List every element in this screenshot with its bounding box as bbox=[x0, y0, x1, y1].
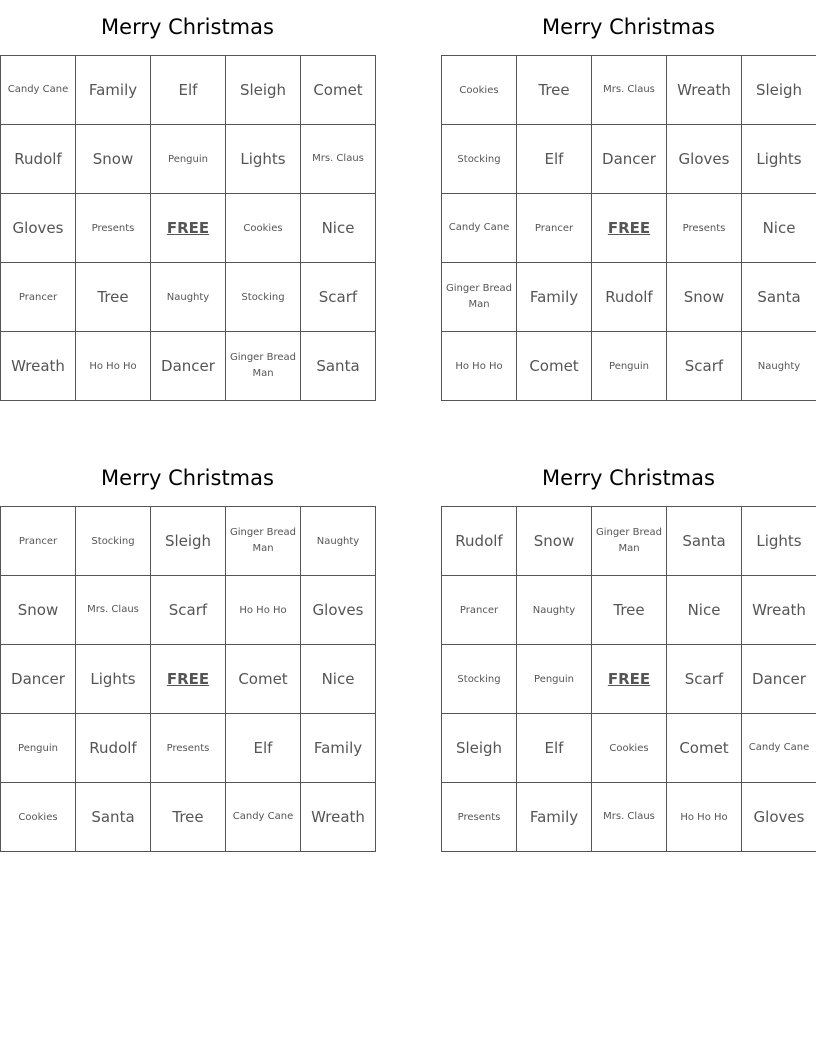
bingo-cell: Lights bbox=[742, 125, 816, 194]
bingo-cell: Sleigh bbox=[226, 56, 301, 125]
bingo-cell: Dancer bbox=[1, 645, 76, 714]
bingo-cell: Sleigh bbox=[442, 714, 517, 783]
bingo-cell: Gloves bbox=[667, 125, 742, 194]
bingo-cell: Dancer bbox=[742, 645, 816, 714]
bingo-cell: Ginger Bread Man bbox=[592, 507, 667, 576]
card-title: Merry Christmas bbox=[542, 15, 715, 39]
bingo-cell: Santa bbox=[742, 263, 816, 332]
bingo-cell: Snow bbox=[1, 576, 76, 645]
grid-row bbox=[442, 56, 816, 125]
bingo-card-3 bbox=[0, 451, 375, 852]
grid-row bbox=[442, 576, 816, 645]
grid-row bbox=[1, 332, 376, 401]
bingo-cell: Stocking bbox=[76, 507, 151, 576]
bingo-cell: Nice bbox=[742, 194, 816, 263]
bingo-cell: Lights bbox=[76, 645, 151, 714]
grid-row bbox=[1, 263, 376, 332]
bingo-cell: Naughty bbox=[742, 332, 816, 401]
grid-row bbox=[1, 714, 376, 783]
bingo-cell: Ginger Bread Man bbox=[442, 263, 517, 332]
card-title: Merry Christmas bbox=[101, 466, 274, 490]
grid-row bbox=[442, 783, 816, 852]
bingo-cell: Penguin bbox=[1, 714, 76, 783]
bingo-cell: Naughty bbox=[517, 576, 592, 645]
bingo-cell: Ho Ho Ho bbox=[226, 576, 301, 645]
bingo-cell: Tree bbox=[517, 56, 592, 125]
bingo-card-1 bbox=[0, 0, 375, 401]
bingo-cell: Santa bbox=[301, 332, 376, 401]
free-space-cell: FREE bbox=[151, 645, 226, 714]
bingo-cell: Wreath bbox=[742, 576, 816, 645]
bingo-grid bbox=[441, 506, 816, 852]
bingo-cell: Comet bbox=[226, 645, 301, 714]
bingo-cell: Scarf bbox=[301, 263, 376, 332]
bingo-cell: Prancer bbox=[1, 263, 76, 332]
grid-row bbox=[1, 645, 376, 714]
bingo-cell: Prancer bbox=[1, 507, 76, 576]
bingo-cell: Dancer bbox=[592, 125, 667, 194]
bingo-cell: Penguin bbox=[592, 332, 667, 401]
bingo-cell: Candy Cane bbox=[442, 194, 517, 263]
bingo-grid bbox=[0, 506, 376, 852]
bingo-cell: Lights bbox=[226, 125, 301, 194]
bingo-cell: Santa bbox=[76, 783, 151, 852]
bingo-cell: Comet bbox=[517, 332, 592, 401]
bingo-cell: Stocking bbox=[226, 263, 301, 332]
card-title: Merry Christmas bbox=[542, 466, 715, 490]
bingo-cell: Ginger Bread Man bbox=[226, 332, 301, 401]
bingo-cell: Tree bbox=[76, 263, 151, 332]
bingo-cell: Comet bbox=[301, 56, 376, 125]
bingo-cell: Family bbox=[301, 714, 376, 783]
bingo-cell: Candy Cane bbox=[742, 714, 816, 783]
bingo-cell: Mrs. Claus bbox=[592, 56, 667, 125]
bingo-cell: Wreath bbox=[667, 56, 742, 125]
bingo-cell: Elf bbox=[151, 56, 226, 125]
grid-row bbox=[442, 125, 816, 194]
bingo-cell: Gloves bbox=[301, 576, 376, 645]
bingo-cell: Penguin bbox=[517, 645, 592, 714]
bingo-cell: Elf bbox=[517, 125, 592, 194]
bingo-cell: Ginger Bread Man bbox=[226, 507, 301, 576]
bingo-cell: Elf bbox=[517, 714, 592, 783]
bingo-cell: Wreath bbox=[301, 783, 376, 852]
bingo-cell: Naughty bbox=[151, 263, 226, 332]
grid-row bbox=[442, 194, 816, 263]
bingo-cell: Ho Ho Ho bbox=[667, 783, 742, 852]
grid-row bbox=[1, 125, 376, 194]
bingo-cell: Rudolf bbox=[442, 507, 517, 576]
grid-row bbox=[442, 332, 816, 401]
bingo-card-2 bbox=[441, 0, 816, 401]
bingo-cell: Penguin bbox=[151, 125, 226, 194]
bingo-cell: Family bbox=[517, 263, 592, 332]
bingo-cell: Ho Ho Ho bbox=[76, 332, 151, 401]
bingo-cell: Gloves bbox=[1, 194, 76, 263]
bingo-card-4 bbox=[441, 451, 816, 852]
grid-row bbox=[442, 507, 816, 576]
grid-row bbox=[1, 576, 376, 645]
bingo-cell: Prancer bbox=[442, 576, 517, 645]
bingo-cell: Rudolf bbox=[76, 714, 151, 783]
bingo-cell: Scarf bbox=[667, 332, 742, 401]
bingo-cell: Snow bbox=[517, 507, 592, 576]
bingo-cell: Presents bbox=[76, 194, 151, 263]
bingo-cell: Stocking bbox=[442, 125, 517, 194]
bingo-cell: Scarf bbox=[151, 576, 226, 645]
card-title: Merry Christmas bbox=[101, 15, 274, 39]
bingo-cell: Mrs. Claus bbox=[592, 783, 667, 852]
bingo-cell: Ho Ho Ho bbox=[442, 332, 517, 401]
bingo-cell: Snow bbox=[76, 125, 151, 194]
bingo-cell: Tree bbox=[151, 783, 226, 852]
bingo-cell: Presents bbox=[667, 194, 742, 263]
bingo-cell: Presents bbox=[151, 714, 226, 783]
bingo-cell: Cookies bbox=[592, 714, 667, 783]
bingo-cell: Gloves bbox=[742, 783, 816, 852]
bingo-cell: Family bbox=[517, 783, 592, 852]
free-space-cell: FREE bbox=[592, 194, 667, 263]
bingo-cell: Family bbox=[76, 56, 151, 125]
bingo-cell: Lights bbox=[742, 507, 816, 576]
bingo-cell: Rudolf bbox=[1, 125, 76, 194]
grid-row bbox=[1, 783, 376, 852]
grid-row bbox=[1, 507, 376, 576]
bingo-cell: Cookies bbox=[1, 783, 76, 852]
bingo-cell: Comet bbox=[667, 714, 742, 783]
grid-row bbox=[442, 645, 816, 714]
bingo-cell: Stocking bbox=[442, 645, 517, 714]
bingo-cell: Candy Cane bbox=[226, 783, 301, 852]
bingo-grid bbox=[441, 55, 816, 401]
bingo-cell: Prancer bbox=[517, 194, 592, 263]
bingo-cell: Rudolf bbox=[592, 263, 667, 332]
bingo-cell: Sleigh bbox=[151, 507, 226, 576]
bingo-cell: Santa bbox=[667, 507, 742, 576]
bingo-cell: Candy Cane bbox=[1, 56, 76, 125]
bingo-cell: Tree bbox=[592, 576, 667, 645]
bingo-cell: Cookies bbox=[226, 194, 301, 263]
bingo-cell: Naughty bbox=[301, 507, 376, 576]
bingo-cell: Wreath bbox=[1, 332, 76, 401]
bingo-cell: Nice bbox=[301, 645, 376, 714]
bingo-cell: Sleigh bbox=[742, 56, 816, 125]
bingo-cell: Nice bbox=[301, 194, 376, 263]
grid-row bbox=[1, 56, 376, 125]
grid-row bbox=[442, 714, 816, 783]
bingo-cell: Elf bbox=[226, 714, 301, 783]
bingo-cell: Mrs. Claus bbox=[301, 125, 376, 194]
bingo-cell: Cookies bbox=[442, 56, 517, 125]
bingo-cell: Nice bbox=[667, 576, 742, 645]
bingo-cell: Dancer bbox=[151, 332, 226, 401]
grid-row bbox=[442, 263, 816, 332]
grid-row bbox=[1, 194, 376, 263]
free-space-cell: FREE bbox=[592, 645, 667, 714]
bingo-cell: Scarf bbox=[667, 645, 742, 714]
bingo-grid bbox=[0, 55, 376, 401]
bingo-cell: Mrs. Claus bbox=[76, 576, 151, 645]
bingo-cell: Presents bbox=[442, 783, 517, 852]
free-space-cell: FREE bbox=[151, 194, 226, 263]
bingo-cell: Snow bbox=[667, 263, 742, 332]
